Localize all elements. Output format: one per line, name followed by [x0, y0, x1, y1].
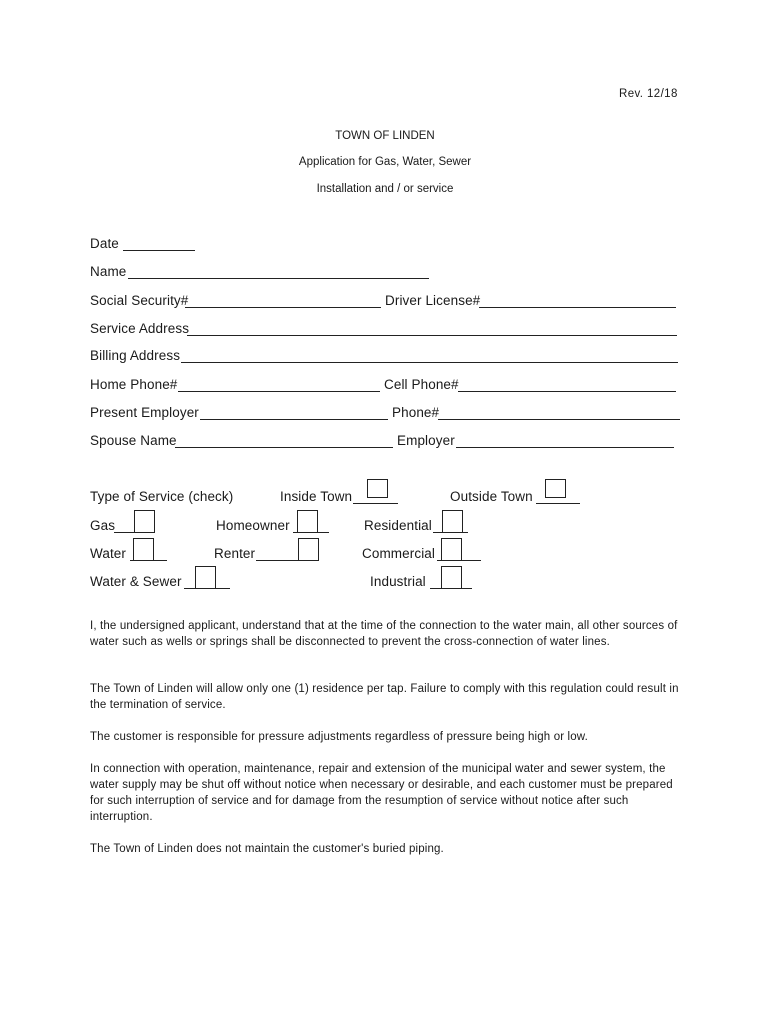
terms-paragraph-cross-connection: I, the undersigned applicant, understand that at the time of the connection to the water main, all other sources of water such as wells or springs shall be disconnected to prevent the cross-connection of water lines.: [90, 620, 678, 648]
date-field[interactable]: [123, 250, 195, 251]
ssn-label: Social Security#: [90, 293, 189, 308]
outside-town-checkbox[interactable]: [545, 479, 566, 498]
billing-address-field[interactable]: [181, 362, 678, 363]
water-checkbox[interactable]: [133, 538, 154, 561]
water-label: Water: [90, 546, 127, 561]
industrial-checkbox[interactable]: [441, 566, 462, 589]
driver-license-label: Driver License#: [385, 293, 481, 308]
date-label: Date: [90, 236, 119, 251]
service-address-field[interactable]: [187, 335, 677, 336]
spouse-name-field[interactable]: [175, 447, 393, 448]
employer-field[interactable]: [456, 447, 674, 448]
water-sewer-label: Water & Sewer: [90, 574, 182, 589]
form-title: Application for Gas, Water, Sewer: [298, 156, 472, 168]
cell-phone-field[interactable]: [458, 391, 676, 392]
phone-label: Phone#: [392, 405, 440, 420]
present-employer-label: Present Employer: [90, 405, 199, 420]
renter-label: Renter: [214, 546, 256, 561]
terms-paragraph-pressure: The customer is responsible for pressure adjustments regardless of pressure being high or low.: [90, 731, 588, 743]
homeowner-checkbox[interactable]: [297, 510, 318, 533]
commercial-checkbox[interactable]: [441, 538, 462, 561]
outside-town-line: [536, 503, 580, 504]
employer-label: Employer: [397, 433, 455, 448]
industrial-label: Industrial: [370, 574, 426, 589]
name-label: Name: [90, 264, 127, 279]
gas-checkbox[interactable]: [134, 510, 155, 533]
home-phone-field[interactable]: [178, 391, 380, 392]
service-address-label: Service Address: [90, 321, 190, 336]
terms-paragraph-residence-per-tap: The Town of Linden will allow only one (1) residence per tap. Failure to comply with this regulation could result in the termination of service.: [90, 683, 679, 711]
driver-license-field[interactable]: [479, 307, 676, 308]
spouse-name-label: Spouse Name: [90, 433, 177, 448]
outside-town-label: Outside Town: [450, 489, 533, 504]
town-title: TOWN OF LINDEN: [335, 130, 435, 142]
cell-phone-label: Cell Phone#: [384, 377, 459, 392]
inside-town-checkbox[interactable]: [367, 479, 388, 498]
phone-field[interactable]: [438, 419, 680, 420]
water-sewer-checkbox[interactable]: [195, 566, 216, 589]
present-employer-field[interactable]: [200, 419, 388, 420]
commercial-label: Commercial: [362, 546, 436, 561]
form-subtitle: Installation and / or service: [316, 183, 454, 195]
inside-town-line: [353, 503, 398, 504]
home-phone-label: Home Phone#: [90, 377, 178, 392]
gas-label: Gas: [90, 518, 116, 533]
service-type-label: Type of Service (check): [90, 489, 234, 504]
renter-checkbox[interactable]: [298, 538, 319, 561]
terms-paragraph-interruption: In connection with operation, maintenance, repair and extension of the municipal water and sewer system, the water supply may be shut off without notice when necessary or desirable, and each customer must be prepared for such interruption of service and for damage from the resumption of service without notice after such interruption.: [90, 763, 673, 823]
residential-checkbox[interactable]: [442, 510, 463, 533]
billing-address-label: Billing Address: [90, 348, 181, 363]
ssn-field[interactable]: [185, 307, 381, 308]
renter-line: [256, 560, 301, 561]
name-field[interactable]: [128, 278, 429, 279]
terms-paragraph-buried-piping: The Town of Linden does not maintain the customer's buried piping.: [90, 843, 444, 855]
inside-town-label: Inside Town: [280, 489, 353, 504]
revision-label: Rev. 12/18: [619, 88, 678, 100]
homeowner-label: Homeowner: [216, 518, 290, 533]
residential-label: Residential: [364, 518, 432, 533]
